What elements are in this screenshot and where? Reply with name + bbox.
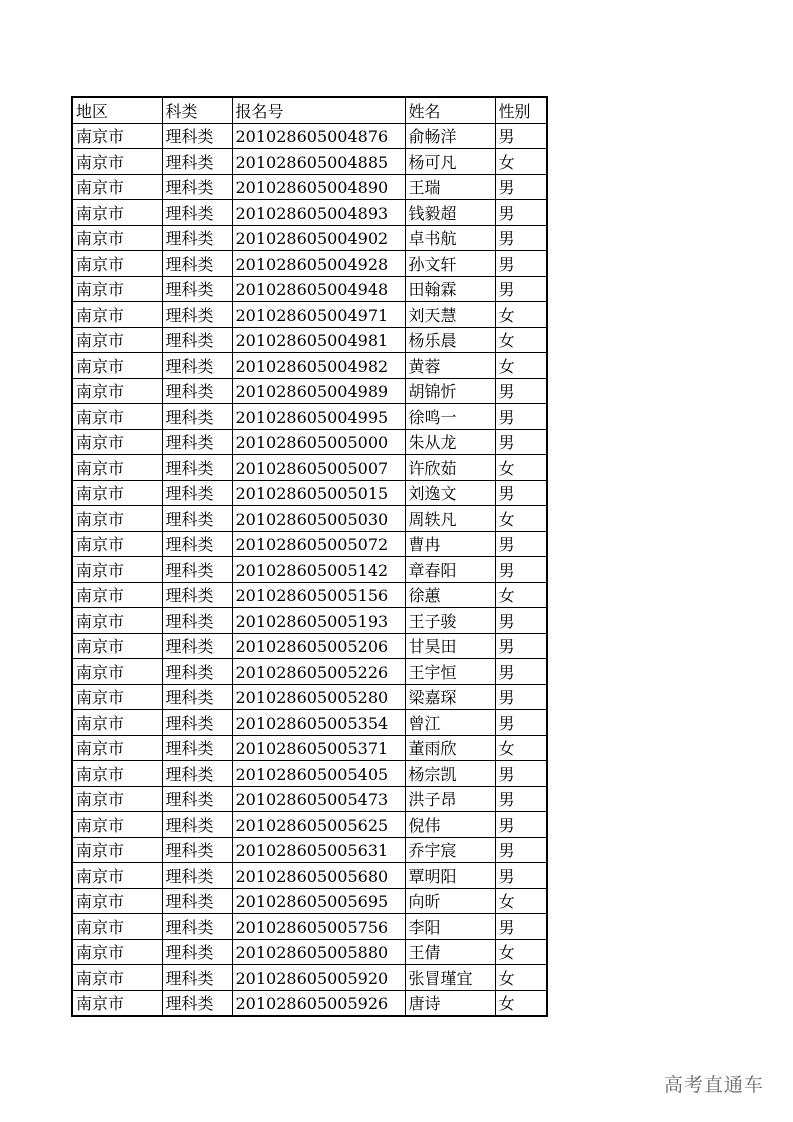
- cell-category: 理科类: [162, 531, 232, 557]
- cell-name: 章春阳: [405, 557, 495, 583]
- cell-region: 南京市: [72, 608, 162, 634]
- cell-name: 朱从龙: [405, 429, 495, 455]
- cell-gender: 男: [495, 174, 547, 200]
- cell-category: 理科类: [162, 327, 232, 353]
- cell-gender: 男: [495, 276, 547, 302]
- cell-region: 南京市: [72, 302, 162, 328]
- cell-category: 理科类: [162, 735, 232, 761]
- cell-name: 刘逸文: [405, 480, 495, 506]
- cell-gender: 女: [495, 353, 547, 379]
- cell-category: 理科类: [162, 914, 232, 940]
- cell-name: 孙文轩: [405, 251, 495, 277]
- cell-name: 田翰霖: [405, 276, 495, 302]
- cell-region: 南京市: [72, 327, 162, 353]
- cell-category: 理科类: [162, 863, 232, 889]
- cell-name: 王宇恒: [405, 659, 495, 685]
- cell-category: 理科类: [162, 302, 232, 328]
- cell-gender: 男: [495, 429, 547, 455]
- cell-gender: 女: [495, 302, 547, 328]
- table-row: [72, 735, 547, 761]
- cell-region: 南京市: [72, 149, 162, 175]
- watermark-text: 高考直通车: [663, 1074, 764, 1096]
- cell-name: 洪子昂: [405, 786, 495, 812]
- cell-gender: 男: [495, 659, 547, 685]
- table-row: [72, 429, 547, 455]
- table-row: [72, 659, 547, 685]
- cell-region: 南京市: [72, 735, 162, 761]
- cell-region: 南京市: [72, 863, 162, 889]
- cell-name: 杨可凡: [405, 149, 495, 175]
- cell-name: 王倩: [405, 939, 495, 965]
- cell-registration-number: 201028605005631: [232, 837, 405, 863]
- cell-registration-number: 201028605005015: [232, 480, 405, 506]
- cell-gender: 女: [495, 455, 547, 481]
- cell-name: 徐蕙: [405, 582, 495, 608]
- cell-name: 张冒瑾宜: [405, 965, 495, 991]
- cell-category: 理科类: [162, 888, 232, 914]
- table-row: [72, 506, 547, 532]
- cell-category: 理科类: [162, 429, 232, 455]
- cell-name: 周轶凡: [405, 506, 495, 532]
- cell-category: 理科类: [162, 990, 232, 1016]
- cell-gender: 男: [495, 761, 547, 787]
- cell-registration-number: 201028605005000: [232, 429, 405, 455]
- header-name: 姓名: [405, 97, 495, 123]
- cell-name: 甘昊田: [405, 633, 495, 659]
- table-row: [72, 200, 547, 226]
- cell-registration-number: 201028605004890: [232, 174, 405, 200]
- cell-region: 南京市: [72, 786, 162, 812]
- cell-registration-number: 201028605004982: [232, 353, 405, 379]
- cell-name: 曾江: [405, 710, 495, 736]
- cell-name: 黄蓉: [405, 353, 495, 379]
- table-row: [72, 863, 547, 889]
- cell-category: 理科类: [162, 633, 232, 659]
- cell-name: 俞畅洋: [405, 123, 495, 149]
- cell-region: 南京市: [72, 812, 162, 838]
- table-row: [72, 123, 547, 149]
- table-row: [72, 608, 547, 634]
- cell-category: 理科类: [162, 174, 232, 200]
- cell-gender: 男: [495, 123, 547, 149]
- table-row: [72, 225, 547, 251]
- cell-category: 理科类: [162, 659, 232, 685]
- cell-category: 理科类: [162, 455, 232, 481]
- cell-registration-number: 201028605005680: [232, 863, 405, 889]
- cell-registration-number: 201028605005625: [232, 812, 405, 838]
- cell-registration-number: 201028605005156: [232, 582, 405, 608]
- cell-name: 梁嘉琛: [405, 684, 495, 710]
- table-row: [72, 174, 547, 200]
- student-list-table: [71, 96, 548, 1017]
- table-row: [72, 710, 547, 736]
- cell-name: 王子骏: [405, 608, 495, 634]
- cell-registration-number: 201028605004885: [232, 149, 405, 175]
- cell-gender: 男: [495, 378, 547, 404]
- cell-name: 胡锦忻: [405, 378, 495, 404]
- cell-gender: 女: [495, 888, 547, 914]
- table-row: [72, 276, 547, 302]
- header-category: 科类: [162, 97, 232, 123]
- cell-region: 南京市: [72, 837, 162, 863]
- cell-name: 杨宗凯: [405, 761, 495, 787]
- cell-registration-number: 201028605005226: [232, 659, 405, 685]
- cell-region: 南京市: [72, 455, 162, 481]
- cell-category: 理科类: [162, 506, 232, 532]
- table-row: [72, 812, 547, 838]
- cell-gender: 男: [495, 710, 547, 736]
- cell-registration-number: 201028605005405: [232, 761, 405, 787]
- cell-name: 倪伟: [405, 812, 495, 838]
- cell-gender: 女: [495, 582, 547, 608]
- cell-region: 南京市: [72, 939, 162, 965]
- cell-category: 理科类: [162, 786, 232, 812]
- table-row: [72, 888, 547, 914]
- cell-region: 南京市: [72, 684, 162, 710]
- cell-category: 理科类: [162, 812, 232, 838]
- cell-registration-number: 201028605005142: [232, 557, 405, 583]
- cell-registration-number: 201028605005030: [232, 506, 405, 532]
- table-row: [72, 939, 547, 965]
- cell-gender: 女: [495, 506, 547, 532]
- cell-region: 南京市: [72, 480, 162, 506]
- cell-region: 南京市: [72, 200, 162, 226]
- cell-category: 理科类: [162, 251, 232, 277]
- table-row: [72, 149, 547, 175]
- cell-category: 理科类: [162, 761, 232, 787]
- table-row: [72, 251, 547, 277]
- cell-gender: 男: [495, 404, 547, 430]
- table-header: [72, 97, 547, 123]
- cell-registration-number: 201028605004971: [232, 302, 405, 328]
- cell-category: 理科类: [162, 123, 232, 149]
- cell-registration-number: 201028605005354: [232, 710, 405, 736]
- cell-category: 理科类: [162, 608, 232, 634]
- table-row: [72, 786, 547, 812]
- cell-category: 理科类: [162, 684, 232, 710]
- cell-registration-number: 201028605005880: [232, 939, 405, 965]
- cell-gender: 男: [495, 863, 547, 889]
- cell-gender: 男: [495, 480, 547, 506]
- cell-category: 理科类: [162, 710, 232, 736]
- table-row: [72, 965, 547, 991]
- header-region: 地区: [72, 97, 162, 123]
- cell-category: 理科类: [162, 557, 232, 583]
- cell-name: 覃明阳: [405, 863, 495, 889]
- table-row: [72, 684, 547, 710]
- cell-region: 南京市: [72, 429, 162, 455]
- table-row: [72, 302, 547, 328]
- cell-category: 理科类: [162, 837, 232, 863]
- cell-category: 理科类: [162, 480, 232, 506]
- cell-registration-number: 201028605005072: [232, 531, 405, 557]
- cell-gender: 男: [495, 786, 547, 812]
- table-row: [72, 837, 547, 863]
- table-row: [72, 531, 547, 557]
- cell-gender: 男: [495, 633, 547, 659]
- cell-gender: 女: [495, 965, 547, 991]
- table-row: [72, 378, 547, 404]
- header-registration-number: 报名号: [232, 97, 405, 123]
- cell-registration-number: 201028605004995: [232, 404, 405, 430]
- cell-gender: 女: [495, 990, 547, 1016]
- cell-gender: 男: [495, 812, 547, 838]
- cell-gender: 男: [495, 608, 547, 634]
- cell-category: 理科类: [162, 939, 232, 965]
- cell-gender: 女: [495, 149, 547, 175]
- cell-region: 南京市: [72, 353, 162, 379]
- cell-gender: 女: [495, 735, 547, 761]
- cell-registration-number: 201028605004981: [232, 327, 405, 353]
- cell-registration-number: 201028605005695: [232, 888, 405, 914]
- table-row: [72, 327, 547, 353]
- cell-region: 南京市: [72, 506, 162, 532]
- table-body: [72, 123, 547, 1016]
- cell-name: 曹冉: [405, 531, 495, 557]
- cell-registration-number: 201028605004928: [232, 251, 405, 277]
- table-row: [72, 633, 547, 659]
- cell-name: 乔宇宸: [405, 837, 495, 863]
- cell-category: 理科类: [162, 582, 232, 608]
- cell-region: 南京市: [72, 557, 162, 583]
- cell-region: 南京市: [72, 276, 162, 302]
- cell-gender: 男: [495, 225, 547, 251]
- cell-registration-number: 201028605004876: [232, 123, 405, 149]
- table-row: [72, 582, 547, 608]
- cell-name: 钱毅超: [405, 200, 495, 226]
- cell-gender: 男: [495, 200, 547, 226]
- cell-category: 理科类: [162, 404, 232, 430]
- cell-region: 南京市: [72, 710, 162, 736]
- cell-name: 唐诗: [405, 990, 495, 1016]
- cell-region: 南京市: [72, 378, 162, 404]
- cell-region: 南京市: [72, 225, 162, 251]
- table-row: [72, 914, 547, 940]
- cell-region: 南京市: [72, 531, 162, 557]
- cell-name: 徐鸣一: [405, 404, 495, 430]
- cell-registration-number: 201028605005920: [232, 965, 405, 991]
- cell-registration-number: 201028605005007: [232, 455, 405, 481]
- cell-name: 李阳: [405, 914, 495, 940]
- table-row: [72, 480, 547, 506]
- cell-gender: 男: [495, 251, 547, 277]
- cell-category: 理科类: [162, 353, 232, 379]
- cell-category: 理科类: [162, 965, 232, 991]
- cell-name: 许欣茹: [405, 455, 495, 481]
- cell-gender: 男: [495, 531, 547, 557]
- table-row: [72, 353, 547, 379]
- cell-region: 南京市: [72, 123, 162, 149]
- cell-name: 向昕: [405, 888, 495, 914]
- table-row: [72, 557, 547, 583]
- table-row: [72, 990, 547, 1016]
- cell-name: 杨乐晨: [405, 327, 495, 353]
- cell-gender: 男: [495, 684, 547, 710]
- cell-name: 董雨欣: [405, 735, 495, 761]
- cell-region: 南京市: [72, 404, 162, 430]
- cell-gender: 女: [495, 327, 547, 353]
- cell-category: 理科类: [162, 225, 232, 251]
- cell-registration-number: 201028605004989: [232, 378, 405, 404]
- table-row: [72, 761, 547, 787]
- cell-registration-number: 201028605005280: [232, 684, 405, 710]
- cell-registration-number: 201028605005371: [232, 735, 405, 761]
- cell-gender: 男: [495, 837, 547, 863]
- table-row: [72, 404, 547, 430]
- cell-region: 南京市: [72, 633, 162, 659]
- cell-name: 卓书航: [405, 225, 495, 251]
- cell-gender: 女: [495, 939, 547, 965]
- cell-registration-number: 201028605005206: [232, 633, 405, 659]
- cell-registration-number: 201028605005193: [232, 608, 405, 634]
- cell-name: 王瑞: [405, 174, 495, 200]
- cell-region: 南京市: [72, 914, 162, 940]
- cell-registration-number: 201028605004893: [232, 200, 405, 226]
- cell-region: 南京市: [72, 965, 162, 991]
- header-gender: 性别: [495, 97, 547, 123]
- cell-registration-number: 201028605005756: [232, 914, 405, 940]
- cell-name: 刘天慧: [405, 302, 495, 328]
- header-row: [72, 97, 547, 123]
- cell-region: 南京市: [72, 582, 162, 608]
- table-row: [72, 455, 547, 481]
- cell-category: 理科类: [162, 378, 232, 404]
- cell-category: 理科类: [162, 200, 232, 226]
- cell-region: 南京市: [72, 888, 162, 914]
- cell-region: 南京市: [72, 659, 162, 685]
- cell-gender: 男: [495, 914, 547, 940]
- cell-category: 理科类: [162, 276, 232, 302]
- cell-region: 南京市: [72, 251, 162, 277]
- cell-registration-number: 201028605004948: [232, 276, 405, 302]
- cell-registration-number: 201028605004902: [232, 225, 405, 251]
- cell-region: 南京市: [72, 761, 162, 787]
- cell-gender: 男: [495, 557, 547, 583]
- cell-registration-number: 201028605005473: [232, 786, 405, 812]
- cell-region: 南京市: [72, 990, 162, 1016]
- cell-registration-number: 201028605005926: [232, 990, 405, 1016]
- cell-region: 南京市: [72, 174, 162, 200]
- cell-category: 理科类: [162, 149, 232, 175]
